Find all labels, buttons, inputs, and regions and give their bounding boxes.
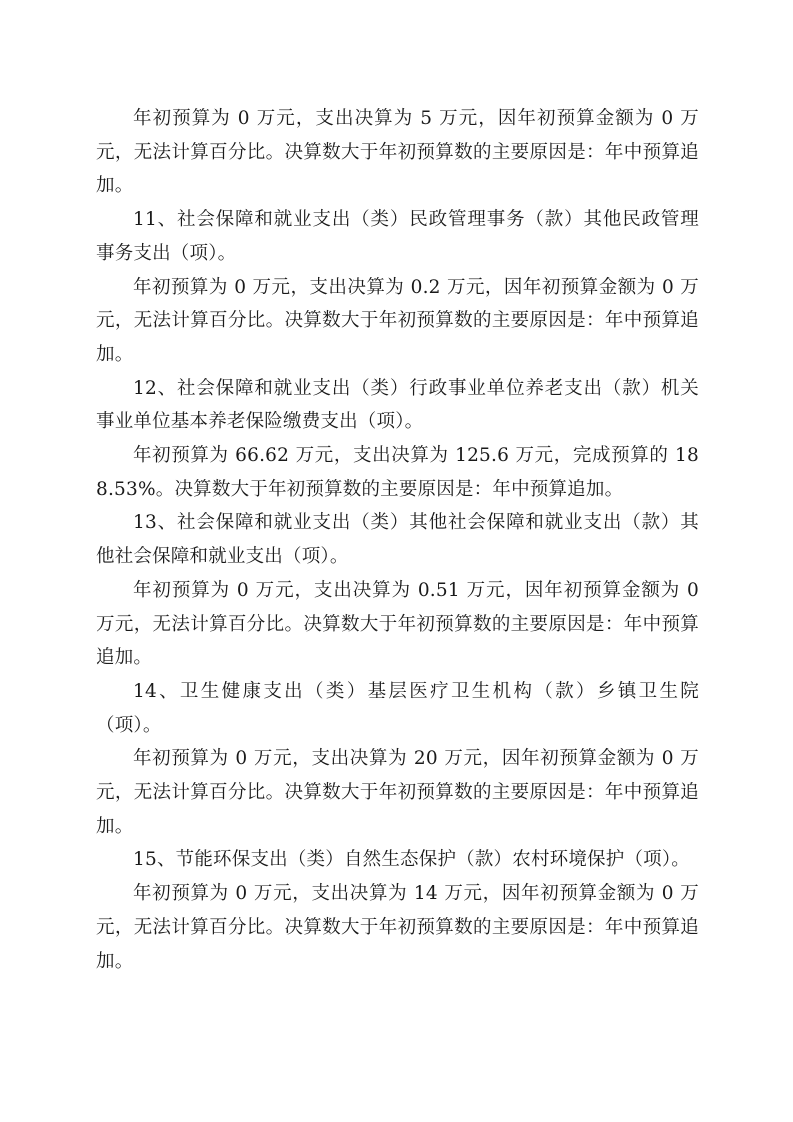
paragraph-budget-note: 年初预算为 0 万元，支出决算为 20 万元，因年初预算金额为 0 万元，无法计算百分比。决算数大于年初预算数的主要原因是：年中预算追加。 [96, 748, 699, 837]
paragraph-budget-note: 年初预算为 0 万元，支出决算为 5 万元，因年初预算金额为 0 万元，无法计算百分比。决算数大于年初预算数的主要原因是：年中预算追加。 [96, 108, 699, 197]
paragraph-budget-note: 年初预算为 0 万元，支出决算为 0.51 万元，因年初预算金额为 0 万元，无法计算百分比。决算数大于年初预算数的主要原因是：年中预算追加。 [96, 579, 699, 669]
document-body [96, 102, 699, 978]
paragraph-item-heading: 11、社会保障和就业支出（类）民政管理事务（款）其他民政管理事务支出（项）。 [96, 209, 699, 264]
paragraph-budget-note: 年初预算为 0 万元，支出决算为 14 万元，因年初预算金额为 0 万元，无法计算百分比。决算数大于年初预算数的主要原因是：年中预算追加。 [96, 883, 699, 972]
paragraph-item-heading: 15、节能环保支出（类）自然生态保护（款）农村环境保护（项）。 [133, 849, 690, 871]
paragraph-budget-note: 年初预算为 66.62 万元，支出决算为 125.6 万元，完成预算的 188.53%。决算数大于年初预算数的主要原因是：年中预算追加。 [96, 445, 699, 500]
paragraph-item-heading: 14、卫生健康支出（类）基层医疗卫生机构（款）乡镇卫生院（项）。 [96, 680, 699, 736]
paragraph-item-heading: 13、社会保障和就业支出（类）其他社会保障和就业支出（款）其他社会保障和就业支出（项）。 [96, 512, 699, 568]
paragraph-budget-note: 年初预算为 0 万元，支出决算为 0.2 万元，因年初预算金额为 0 万元，无法计算百分比。决算数大于年初预算数的主要原因是：年中预算追加。 [96, 276, 699, 365]
paragraph-item-heading: 12、社会保障和就业支出（类）行政事业单位养老支出（款）机关事业单位基本养老保险缴费支出（项）。 [96, 377, 699, 433]
